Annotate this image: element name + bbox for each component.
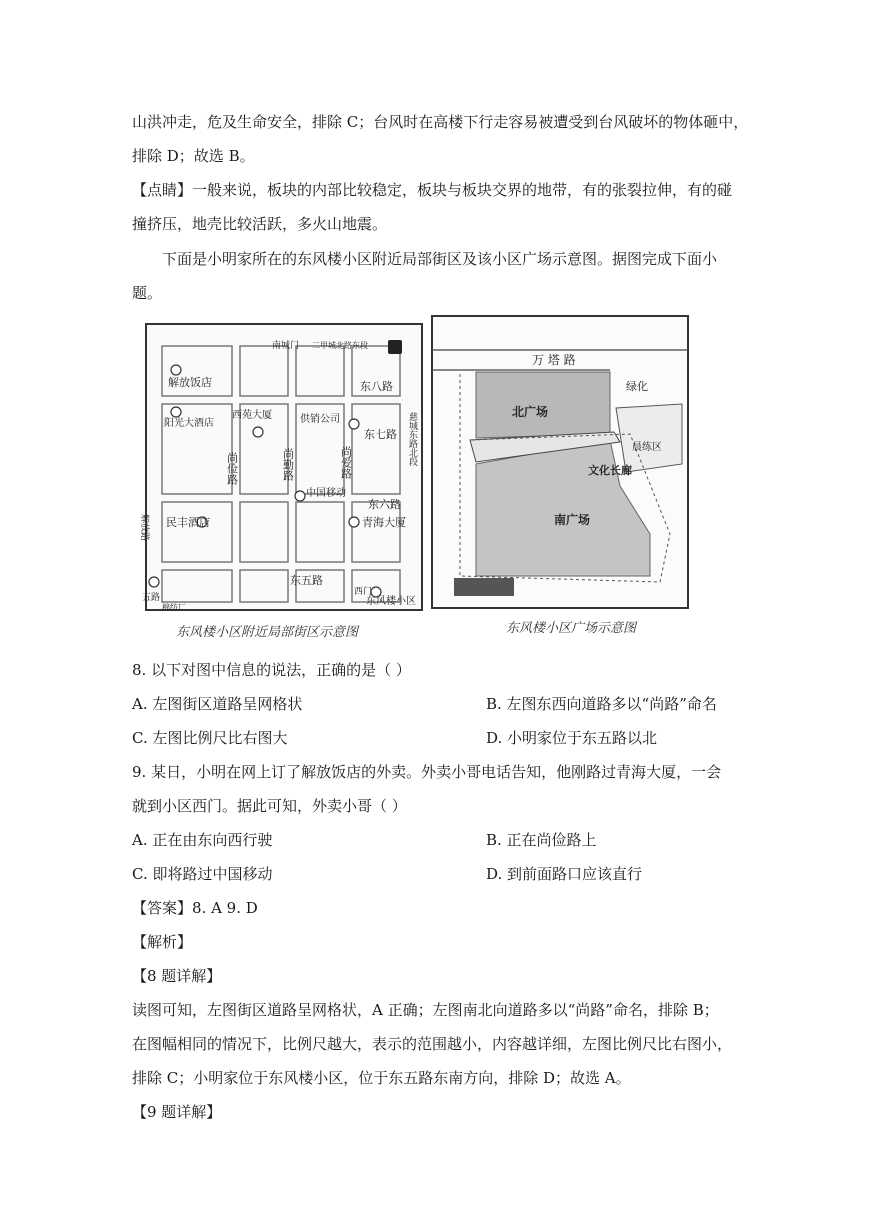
comment-line-2: 撞挤压，地壳比较活跃，多火山地震。 (132, 215, 388, 233)
svg-text:二甲城北路东段: 二甲城北路东段 (312, 341, 368, 350)
svg-text:慈城东路北段: 慈城东路北段 (407, 412, 417, 466)
svg-text:棉纺厂: 棉纺厂 (162, 603, 186, 612)
q8-option-d: D. 小明家位于东五路以北 (486, 729, 658, 747)
lead-line-2: 题。 (132, 284, 163, 302)
q8-stem: 8. 以下对图中信息的说法，正确的是（ ） (132, 661, 411, 679)
svg-text:万 塔 路: 万 塔 路 (532, 353, 576, 367)
svg-text:东风楼小区广场示意图: 东风楼小区广场示意图 (506, 621, 637, 636)
analysis-title: 【解析】 (132, 933, 193, 951)
q8-detail-line-3: 排除 C；小明家位于东风楼小区，位于东五路东南方向，排除 D；故选 A。 (132, 1069, 631, 1087)
q8-option-c: C. 左图比例尺比右图大 (132, 729, 288, 747)
svg-text:东风楼小区附近局部街区示意图: 东风楼小区附近局部街区示意图 (176, 625, 359, 640)
plaza-map (432, 316, 688, 636)
svg-text:东六路: 东六路 (368, 498, 401, 511)
q9-option-d: D. 到前面路口应该直行 (486, 865, 643, 883)
q8-detail-line-2: 在图幅相同的情况下，比例尺越大，表示的范围越小，内容越详细，左图比例尺比右图小， (132, 1035, 733, 1053)
svg-text:晨练区: 晨练区 (632, 442, 662, 453)
svg-text:东八路: 东八路 (360, 380, 393, 393)
svg-text:南城门: 南城门 (272, 341, 300, 351)
intro-line-1: 山洪冲走，危及生命安全，排除 C；台风时在高楼下行走容易被遭受到台风破坏的物体砸中， (132, 113, 749, 131)
q8-option-a: A. 左图街区道路呈网格状 (132, 695, 303, 713)
comment-line-1: 【点睛】一般来说，板块的内部比较稳定，板块与板块交界的地带，有的张裂拉伸，有的碰 (132, 181, 733, 199)
svg-text:青海大厦: 青海大厦 (362, 516, 406, 529)
intro-line-2: 排除 D；故选 B。 (132, 147, 255, 165)
q8-detail-title: 【8 题详解】 (132, 967, 222, 985)
svg-text:供销公司: 供销公司 (300, 414, 340, 425)
answer: 【答案】8. A 9. D (132, 899, 258, 917)
svg-text:东风楼小区: 东风楼小区 (366, 596, 416, 607)
q8-detail-line-1: 读图可知，左图街区道路呈网格状，A 正确；左图南北向道路多以“尚路”命名，排除 B； (132, 1001, 719, 1019)
svg-text:绿化: 绿化 (626, 380, 648, 393)
maps-figure (140, 314, 700, 644)
street-map (140, 324, 422, 640)
q9-stem-1: 9. 某日，小明在网上订了解放饭店的外卖。外卖小哥电话告知，他刚路过青海大厦，一会 (132, 763, 722, 781)
q9-stem-2: 就到小区西门。据此可知，外卖小哥（ ） (132, 797, 407, 815)
svg-text:北广场: 北广场 (512, 405, 549, 419)
svg-text:西苑大厦: 西苑大厦 (232, 410, 272, 421)
svg-text:尚爱路: 尚爱路 (339, 446, 353, 479)
svg-text:解放路: 解放路 (140, 514, 149, 542)
svg-text:五路: 五路 (142, 593, 161, 603)
svg-text:民丰酒店: 民丰酒店 (166, 516, 210, 529)
svg-text:尚勤路: 尚勤路 (281, 448, 295, 481)
lead-line-1: 下面是小明家所在的东风楼小区附近局部街区及该小区广场示意图。据图完成下面小 (162, 250, 718, 268)
svg-text:尚俭路: 尚俭路 (225, 452, 239, 485)
svg-text:阳光大酒店: 阳光大酒店 (164, 418, 214, 429)
svg-text:东七路: 东七路 (364, 428, 397, 441)
q9-option-c: C. 即将路过中国移动 (132, 865, 273, 883)
svg-text:文化长廊: 文化长廊 (588, 464, 632, 477)
svg-text:西门: 西门 (354, 587, 373, 597)
svg-text:解放饭店: 解放饭店 (168, 376, 212, 389)
q9-detail-title: 【9 题详解】 (132, 1103, 222, 1121)
svg-text:南广场: 南广场 (554, 513, 591, 527)
svg-text:中国移动: 中国移动 (306, 488, 346, 499)
q9-option-a: A. 正在由东向西行驶 (132, 831, 273, 849)
q9-option-b: B. 正在尚俭路上 (486, 831, 597, 849)
svg-text:东五路: 东五路 (290, 574, 323, 587)
q8-option-b: B. 左图东西向道路多以“尚路”命名 (486, 695, 717, 713)
